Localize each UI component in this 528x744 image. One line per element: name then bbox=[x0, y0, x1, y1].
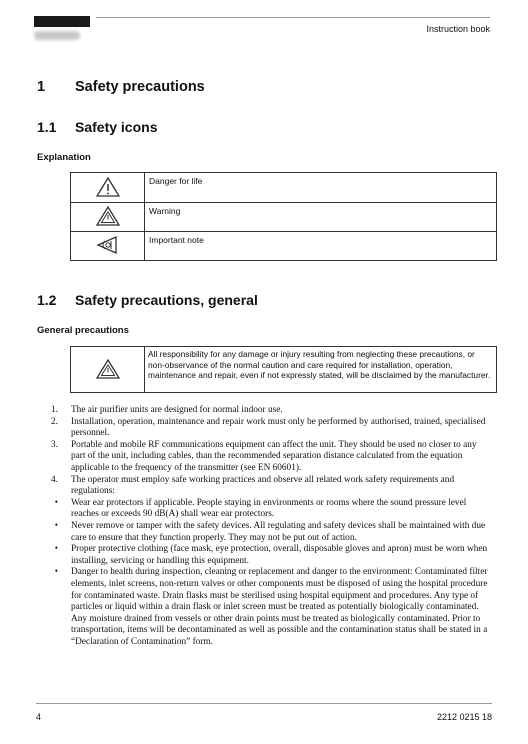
logo-blurred-text bbox=[34, 31, 80, 40]
list-item bbox=[38, 544, 493, 567]
list-item-text: Never remove or tamper with the safety devices. All regulating and safety devices shall be maintained with due care to ensure that they function properly. They may not be put out of action. bbox=[71, 520, 486, 543]
document-number: 2212 0215 18 bbox=[436, 712, 492, 722]
section-heading bbox=[37, 79, 205, 95]
subsection-heading-1-2 bbox=[37, 292, 258, 308]
list-item bbox=[38, 475, 493, 498]
icon-description: Important note bbox=[145, 232, 497, 261]
list-item-text: The operator must employ safe working practices and observe all related work safety requirements and regulations: bbox=[71, 474, 455, 497]
icon-description: Danger for life bbox=[145, 173, 497, 203]
list-item bbox=[38, 440, 493, 475]
bullet-marker: • bbox=[54, 497, 58, 508]
disclaimer-table bbox=[70, 346, 497, 393]
bullet-marker: • bbox=[54, 544, 58, 555]
list-number: 2. bbox=[51, 416, 58, 427]
list-item-text: The air purifier units are designed for normal indoor use. bbox=[71, 405, 283, 415]
list-item bbox=[38, 521, 493, 544]
warning-triangle-icon bbox=[95, 358, 121, 380]
header-title: Instruction book bbox=[426, 24, 490, 34]
list-item-text: Portable and mobile RF communications equipment can affect the unit. They should be used no closer to any part of the unit, including cables, than the recommended separation distance calculated from the equation applicable to the frequency of the transmitter (see EN 60601). bbox=[71, 439, 477, 473]
subsection-title: Safety icons bbox=[75, 119, 158, 135]
subsection-number: 1.1 bbox=[37, 119, 57, 135]
warning-triangle-icon bbox=[95, 205, 121, 227]
page-number: 4 bbox=[36, 712, 42, 722]
bullet-marker: • bbox=[54, 520, 58, 531]
safety-icons-table bbox=[70, 172, 497, 261]
icon-cell bbox=[71, 203, 145, 232]
header-rule bbox=[96, 17, 490, 18]
icon-cell bbox=[71, 347, 145, 393]
important-note-icon bbox=[95, 234, 121, 256]
table-row bbox=[71, 347, 497, 393]
list-number: 4. bbox=[51, 474, 58, 485]
company-logo bbox=[34, 16, 90, 44]
logo-bar bbox=[34, 16, 90, 27]
list-item-text: Proper protective clothing (face mask, eye protection, overall, disposable gloves and apron) must be worn when installing, servicing or handling this equipment. bbox=[71, 544, 488, 566]
list-item bbox=[38, 498, 493, 521]
list-number: 3. bbox=[51, 439, 58, 450]
list-item-text: Danger to health during inspection, cleaning or replacement and danger to the environment: Contaminated filter elements, inlet screens, non-return valves or other components must be disposed of using the hospital procedure for contaminated waste. Drain flasks must be sterilised using hospital equipment and procedures. Any type of particles or liquid within a drain flask or inlet screen must be treated as potentially biologically contaminated. Any moisture drained from vessels or other drain points must be treated as biologically contaminated. Prior to transportation, items will be decontaminated as well as possible and the contamination status shall be stated in a “Declaration of Contamination” form. bbox=[71, 567, 488, 647]
section-title: Safety precautions bbox=[75, 79, 205, 95]
list-item bbox=[38, 405, 493, 417]
icon-description: Warning bbox=[145, 203, 497, 232]
list-item bbox=[38, 417, 493, 440]
list-item bbox=[38, 567, 493, 648]
list-item-text: Installation, operation, maintenance and repair work must only be performed by authorised, trained, specialised personnel. bbox=[71, 416, 486, 439]
icon-cell bbox=[71, 232, 145, 261]
subsection-heading-1-1 bbox=[37, 119, 157, 135]
icon-cell bbox=[71, 173, 145, 203]
subsection-title: Safety precautions, general bbox=[75, 292, 258, 308]
section-number: 1 bbox=[37, 79, 46, 95]
table-row bbox=[71, 232, 497, 261]
general-precautions-label: General precautions bbox=[37, 325, 129, 336]
explanation-label: Explanation bbox=[37, 152, 91, 163]
subsection-number: 1.2 bbox=[37, 292, 57, 308]
table-row bbox=[71, 203, 497, 232]
bullet-marker: • bbox=[54, 567, 58, 578]
list-number: 1. bbox=[51, 405, 58, 415]
list-item-text: Wear ear protectors if applicable. People staying in environments or rooms where the sound pressure level reaches or exceeds 90 dB(A) shall wear ear protectors. bbox=[71, 497, 467, 520]
precautions-list bbox=[38, 405, 493, 648]
disclaimer-text: All responsibility for any damage or injury resulting from neglecting these precautions, or non-observance of the normal caution and care required for installation, operation, maintenance and repair, even if not expressly stated, will be disclaimed by the manufacturer. bbox=[145, 347, 497, 393]
footer-rule bbox=[36, 703, 492, 704]
table-row bbox=[71, 173, 497, 203]
danger-triangle-icon bbox=[95, 176, 121, 198]
